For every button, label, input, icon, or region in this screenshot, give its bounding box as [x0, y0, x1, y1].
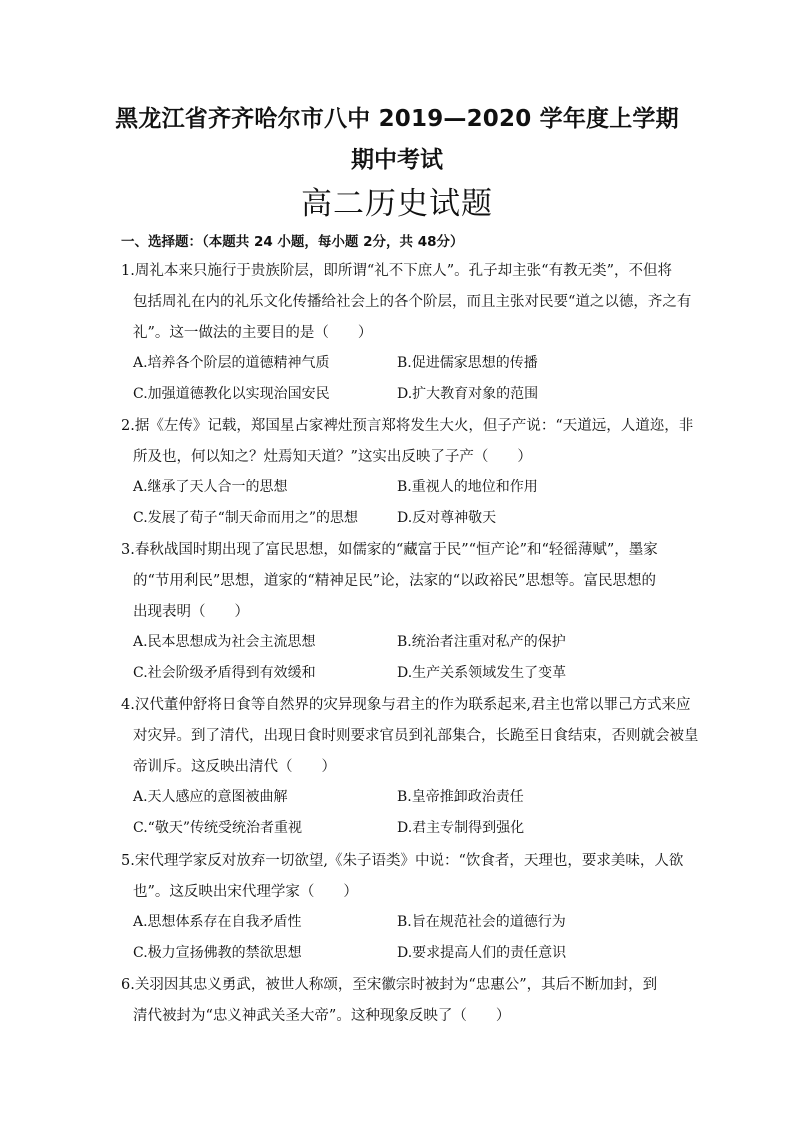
exam-title: 期中考试 [351, 147, 443, 173]
option-c[interactable]: C.“敬天”传统受统治者重视 [133, 820, 302, 836]
question-stem-line: 出现表明（ ） [133, 604, 249, 620]
option-d[interactable]: D.君主专制得到强化 [397, 820, 525, 836]
question-stem-line: 5.宋代理学家反对放弃一切欲望,《朱子语类》中说：“饮食者，天理也，要求美味，人欲 [121, 853, 684, 869]
option-a[interactable]: A.民本思想成为社会主流思想 [133, 634, 316, 650]
option-b[interactable]: B.统治者注重对私产的保护 [397, 634, 566, 650]
question-stem-line: 对灾异。到了清代，出现日食时则要求官员到礼部集合，长跪至日食结束，否则就会被皇 [133, 728, 699, 744]
question-stem-line: 也”。这反映出宋代理学家（ ） [133, 884, 358, 900]
question-stem-line: 包括周礼在内的礼乐文化传播给社会上的各个阶层，而且主张对民要“道之以德，齐之有 [133, 294, 692, 310]
option-a[interactable]: A.思想体系存在自我矛盾性 [133, 914, 302, 930]
question-stem-line: 帝训斥。这反映出清代（ ） [133, 759, 336, 775]
question-stem-line: 6.关羽因其忠义勇武，被世人称颂，至宋徽宗时被封为“忠惠公”，其后不断加封，到 [121, 977, 658, 993]
option-d[interactable]: D.生产关系领域发生了变革 [397, 665, 567, 681]
question-stem-line: 4.汉代董仲舒将日食等自然界的灾异现象与君主的作为联系起来,君主也常以罪己方式来应 [121, 697, 691, 713]
option-c[interactable]: C.极力宣扬佛教的禁欲思想 [133, 945, 302, 961]
option-a[interactable]: A.培养各个阶层的道德精神气质 [133, 355, 330, 371]
question-stem-line: 所及也，何以知之？灶焉知天道？”这实出反映了子产（ ） [133, 449, 532, 465]
option-d[interactable]: D.反对尊神敬天 [397, 510, 497, 526]
question-stem-line: 1.周礼本来只施行于贵族阶层，即所谓“礼不下庶人”。孔子却主张“有教无类”，不但将 [121, 263, 672, 279]
section-heading: 一、选择题：（本题共 24 小题，每小题 2分，共 48分） [121, 234, 464, 250]
option-b[interactable]: B.重视人的地位和作用 [397, 479, 538, 495]
option-a[interactable]: A.继承了天人合一的思想 [133, 479, 288, 495]
option-b[interactable]: B.皇帝推卸政治责任 [397, 789, 524, 805]
question-stem-line: 2.据《左传》记载，郑国星占家裨灶预言郑将发生大火，但子产说：“天道远，人道迩，非 [121, 418, 694, 434]
subject-title: 高二历史试题 [301, 186, 493, 222]
question-stem-line: 的“节用利民”思想，道家的“精神足民”论，法家的“以政裕民”思想等。富民思想的 [133, 573, 656, 589]
option-d[interactable]: D.扩大教育对象的范围 [397, 386, 539, 402]
option-d[interactable]: D.要求提高人们的责任意识 [397, 945, 567, 961]
school-title: 黑龙江省齐齐哈尔市八中 2019—2020 学年度上学期 [115, 106, 679, 132]
question-stem-line: 清代被封为“忠义神武关圣大帝”。这种现象反映了（ ） [133, 1008, 511, 1024]
option-b[interactable]: B.促进儒家思想的传播 [397, 355, 538, 371]
option-a[interactable]: A.天人感应的意图被曲解 [133, 789, 288, 805]
option-c[interactable]: C.发展了荀子“制天命而用之”的思想 [133, 510, 358, 526]
option-c[interactable]: C.加强道德教化以实现治国安民 [133, 386, 330, 402]
question-stem-line: 礼”。这一做法的主要目的是（ ） [133, 325, 373, 341]
option-b[interactable]: B.旨在规范社会的道德行为 [397, 914, 566, 930]
question-stem-line: 3.春秋战国时期出现了富民思想，如儒家的“藏富于民”“恒产论”和“轻徭薄赋”，墨家 [121, 542, 658, 558]
option-c[interactable]: C.社会阶级矛盾得到有效缓和 [133, 665, 316, 681]
